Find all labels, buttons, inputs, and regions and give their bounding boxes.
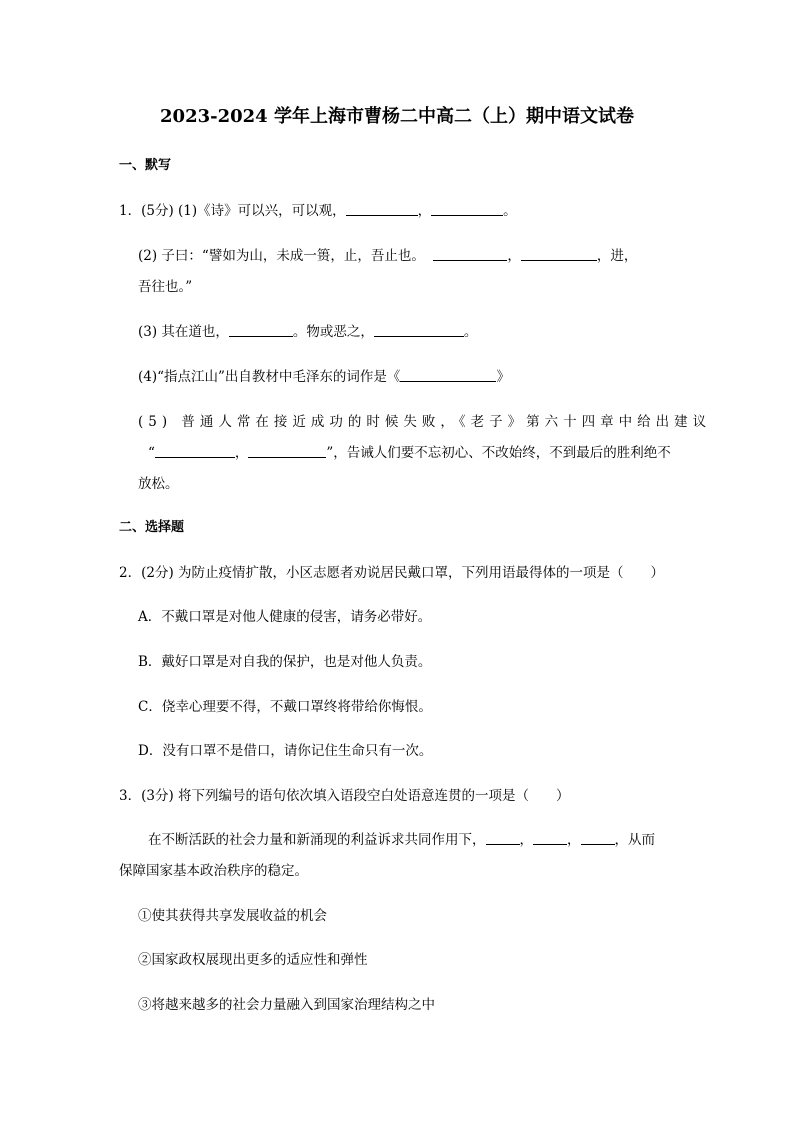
punctuation: ， [519, 832, 533, 848]
answer-blank[interactable] [431, 201, 503, 216]
answer-blank[interactable] [521, 246, 597, 261]
punctuation: ， [417, 203, 432, 219]
question-1-part-5: (5) 普通人常在接近成功的时候失败，《老子》第六十四章中给出建议 [138, 414, 712, 430]
question-3-item-2: ②国家政权展现出更多的适应性和弹性 [138, 952, 368, 968]
question-1-part-3 [138, 322, 477, 342]
part-3-text: (3) 其在道也， [138, 324, 229, 340]
question-1-stem [119, 201, 517, 221]
answer-blank[interactable] [229, 322, 293, 337]
question-3-passage [148, 830, 655, 850]
question-2-option-b[interactable]: B．戴好口罩是对自我的保护，也是对他人负责。 [138, 654, 432, 670]
question-1-part-4 [138, 367, 510, 387]
part-2-text: (2) 子曰：“譬如为山，未成一篑，止，吾止也。 [138, 248, 425, 264]
question-1-part-2-cont: 吾往也。” [138, 279, 193, 295]
question-2-option-d[interactable]: D．没有口罩不是借口，请你记住生命只有一次。 [138, 743, 433, 759]
answer-blank[interactable] [374, 322, 464, 337]
part-4-text: (4)“指点江山”出自教材中毛泽东的词作是《 [138, 369, 401, 385]
punctuation: ， [234, 445, 249, 461]
answer-blank[interactable] [433, 246, 507, 261]
question-2-option-c[interactable]: C．侥幸心理要不得，不戴口罩终将带给你悔恨。 [138, 699, 432, 715]
part-5-text: ”，告诫人们要不忘初心、不改始终，不到最后的胜利绝不 [326, 445, 671, 461]
question-1-part-2 [138, 246, 637, 266]
punctuation: “ [148, 445, 155, 461]
page-title: 2023-2024 学年上海市曹杨二中高二（上）期中语文试卷 [160, 106, 634, 127]
punctuation: 》 [496, 369, 510, 385]
question-2-stem: 2．(2分) 为防止疫情扩散，小区志愿者劝说居民戴口罩，下列用语最得体的一项是（ ） [119, 565, 665, 581]
part-2-text-end: ，进， [596, 248, 638, 264]
question-1-part-5-line-3: 放松。 [138, 476, 179, 492]
question-2-option-a[interactable]: A．不戴口罩是对他人健康的侵害，请务必带好。 [138, 609, 432, 625]
punctuation: ， [567, 832, 581, 848]
punctuation: 。 [503, 203, 517, 219]
question-3-item-3: ③将越来越多的社会力量融入到国家治理结构之中 [138, 997, 435, 1013]
passage-text-end: ，从而 [614, 832, 655, 848]
answer-blank[interactable] [581, 830, 615, 845]
answer-blank[interactable] [346, 201, 418, 216]
question-1-stem-text: 1．(5分) (1)《诗》可以兴，可以观， [119, 203, 346, 219]
answer-blank[interactable] [400, 367, 496, 382]
question-3-item-1: ①使其获得共享发展收益的机会 [138, 908, 327, 924]
part-3-text-mid: 。物或恶之， [292, 324, 374, 340]
punctuation: 。 [463, 324, 478, 340]
question-1-part-5-line-2 [148, 443, 671, 463]
question-3-stem: 3．(3分) 将下列编号的语句依次填入语段空白处语意连贯的一项是（ ） [119, 788, 570, 804]
question-3-passage-cont: 保障国家基本政治秩序的稳定。 [119, 863, 308, 879]
answer-blank[interactable] [486, 830, 520, 845]
answer-blank[interactable] [248, 443, 326, 458]
answer-blank[interactable] [155, 443, 235, 458]
section-heading-dictation: 一、默写 [119, 158, 172, 173]
section-heading-choice: 二、选择题 [119, 520, 185, 535]
answer-blank[interactable] [533, 830, 567, 845]
punctuation: ， [507, 248, 521, 264]
passage-text: 在不断活跃的社会力量和新涌现的利益诉求共同作用下， [148, 832, 486, 848]
